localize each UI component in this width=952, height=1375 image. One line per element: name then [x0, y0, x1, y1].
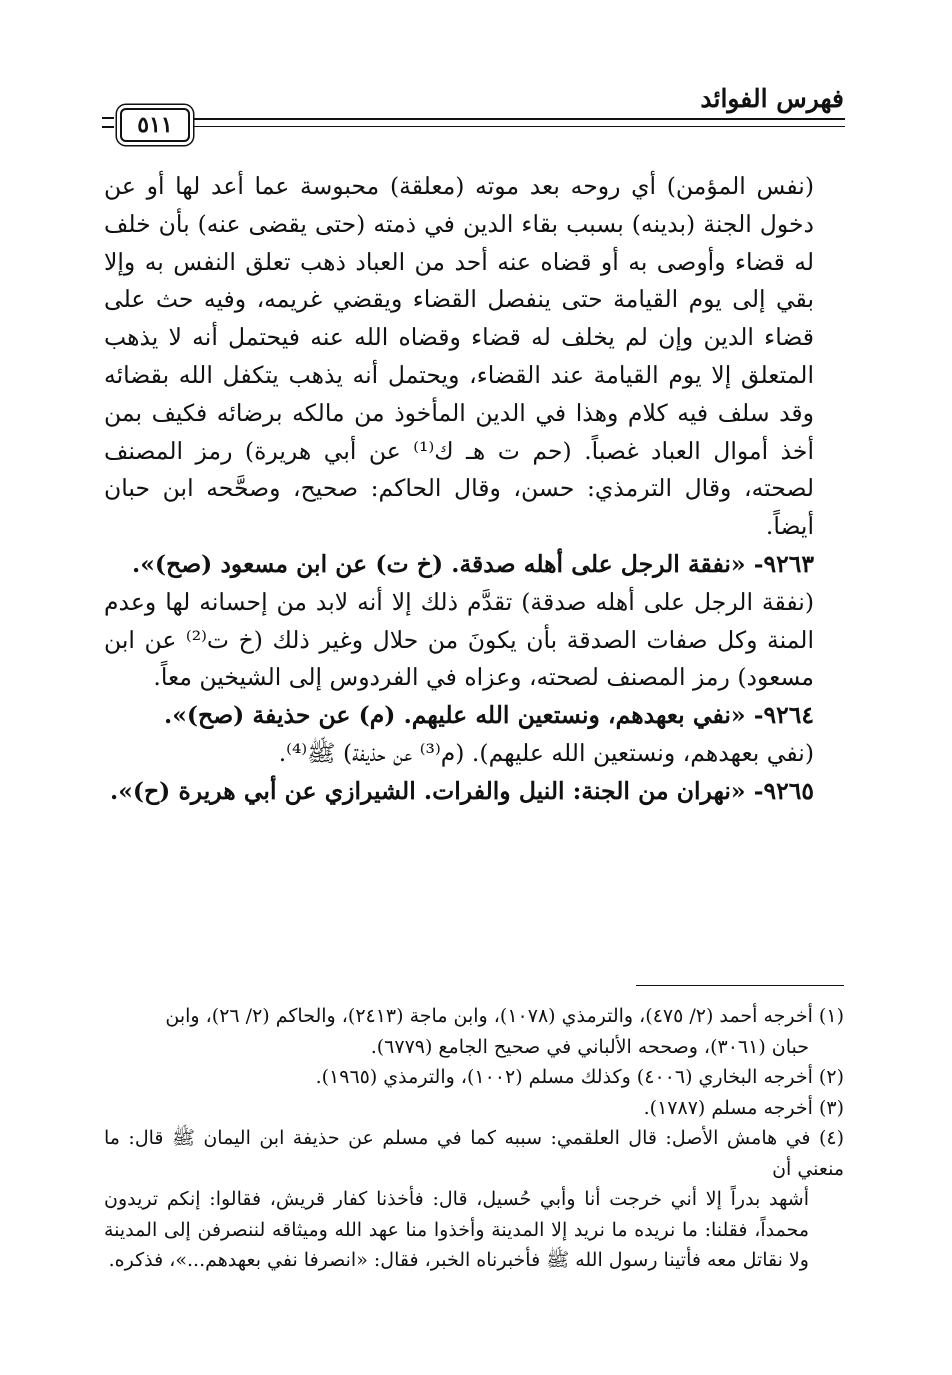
header-rule-end-mark [102, 117, 114, 128]
hadith-entry-9263: ٩٢٦٣- «نفقة الرجل على أهله صدقة. (خ ت) عن ابن مسعود (صح)». [132, 549, 814, 578]
footnote-separator [636, 985, 844, 986]
header-double-rule [190, 118, 845, 127]
footnote-2: (٢) أخرجه البخاري (٤٠٠٦) وكذلك مسلم (١٠٠٢)، والترمذي (١٩٦٥). [315, 1066, 844, 1088]
hadith-entry-9264: ٩٢٦٤- «نفي بعهدهم، ونستعين الله عليهم. (م) عن حذيفة (صح)». [164, 701, 814, 730]
footnote-3: (٣) أخرجه مسلم (١٧٨٧). [643, 1096, 844, 1119]
footnote-4-line-1: (٤) في هامش الأصل: قال العلقمي: سببه كما في مسلم عن حذيفة ابن اليمان ﷺ قال: ما منعني أن [104, 1127, 844, 1180]
commentary-paragraph-2: (نفقة الرجل على أهله صدقة) تقدَّم ذلك إلا أنه لابد من إحسانه لها وعدم المنة وكل صفات الصدقة بأن يكونَ من حلال وغير ذلك (خ ت⁽²⁾ عن ابن مسعود) رمز المصنف لصحته، وعزاه في الفردوس إلى الشيخين معاً. [104, 587, 814, 692]
footnote-1-line-2: حبان (٣٠٦١)، وصححه الألباني في صحيح الجامع (٦٧٧٩). [370, 1035, 809, 1058]
commentary-paragraph-1: (نفس المؤمن) أي روحه بعد موته (معلقة) محبوسة عما أعد لها أو عن دخول الجنة (بدينه) بسبب بقاء الدين في ذمته (حتى يقضى عنه) بأن خلف له قضاء وأوصى به أو قضاه عنه أحد من العباد ذهب تعلق النفس به وإلا بقي إلى يوم القيامة حتى ينفصل القضاء ويقضي غريمه، وفيه حث على قضاء الدين وإن لم يخلف له قضاء وقضاه الله عنه فيحتمل أنه لا يذهب المتعلق إلا يوم القيامة عند القضاء، ويحتمل أنه يذهب يتكفل الله بقضائه وقد سلف فيه كلام وهذا في الدين المأخوذ من مالكه برضائه فكيف بمن أخذ أموال العباد غصباً. (حم ت هـ ك⁽¹⁾ عن أبي هريرة) رمز المصنف لصحته، وقال الترمذي: حسن، وقال الحاكم: صحيح، وصحَّحه ابن حبان أيضاً. [104, 172, 814, 541]
footnotes [104, 1001, 844, 1276]
footnote-4-continuation: أشهد بدراً إلا أني خرجت أنا وأبي حُسيل، قال: فأخذنا كفار قريش، فقالوا: إنكم تريدون محمداً، فقلنا: ما نريده ما نريد إلا المدينة وأخذوا منا عهد الله وميثاقه لننصرفن إلى المدينة ولا نقاتل معه فأتينا رسول الله ﷺ فأخبرناه الخبر، فقال: «انصرفا نفي بعهدهم...»، فذكره. [104, 1188, 809, 1271]
running-title: فهرس الفوائد [700, 84, 844, 113]
page-number: ٥١١ [120, 108, 190, 142]
footnote-1-line-1: (١) أخرجه أحمد (٢/ ٤٧٥)، والترمذي (١٠٧٨)، وابن ماجة (٢٤١٣)، والحاكم (٢/ ٢٦)، وابن [165, 1005, 844, 1027]
commentary-paragraph-3: (نفي بعهدهم، ونستعين الله عليهم). (م⁽³⁾ عن حذيفة) ﷺ⁽⁴⁾. [278, 738, 814, 767]
hadith-entry-9265: ٩٢٦٥- «نهران من الجنة: النيل والفرات. الشيرازي عن أبي هريرة (ح)». [110, 776, 814, 805]
main-text [104, 168, 844, 811]
